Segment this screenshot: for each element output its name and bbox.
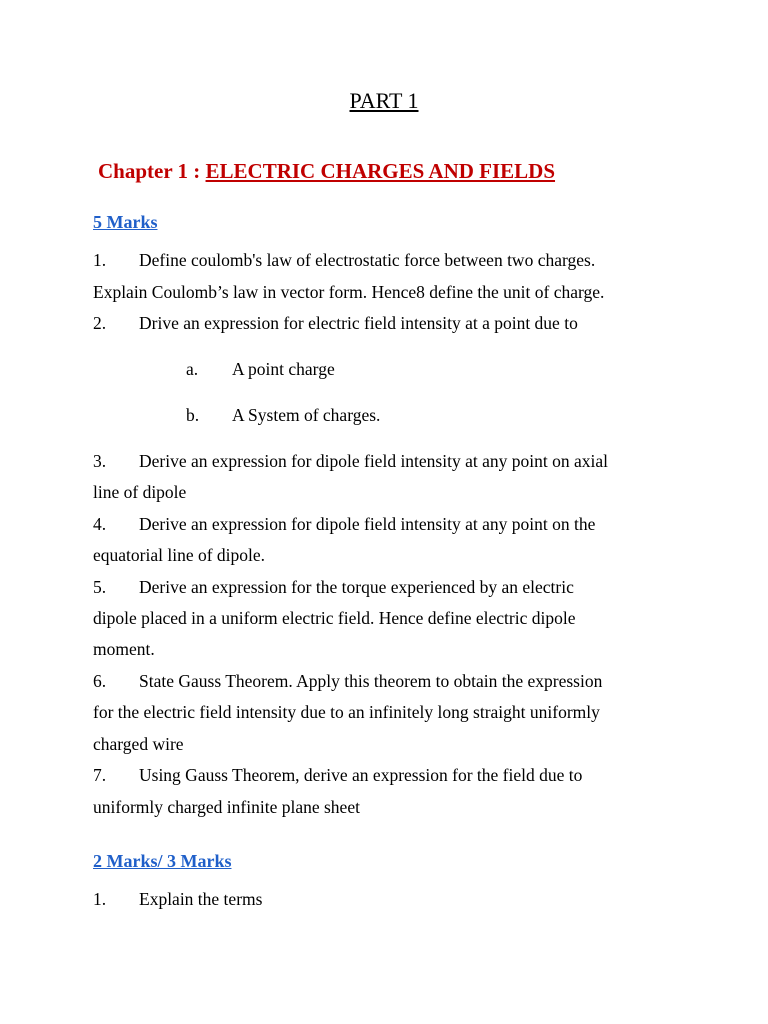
question-text-cont: moment.: [93, 639, 155, 659]
question-text-cont: dipole placed in a uniform electric field. Hence define electric dipole: [93, 608, 576, 628]
section-heading-5-marks: 5 Marks: [93, 212, 158, 232]
question-text-cont: equatorial line of dipole.: [93, 545, 266, 565]
question-text: State Gauss Theorem. Apply this theorem to obtain the expression: [139, 671, 603, 691]
question-text-cont: for the electric field intensity due to an infinitely long straight uniformly: [93, 702, 600, 722]
question-text-cont: uniformly charged infinite plane sheet: [93, 797, 360, 817]
question-number: 4.: [93, 514, 107, 534]
question-number: 5.: [93, 577, 107, 597]
chapter-topic: ELECTRIC CHARGES AND FIELDS: [205, 159, 556, 183]
chapter-prefix: Chapter 1 :: [98, 159, 206, 183]
section-heading-2-3-marks: 2 Marks/ 3 Marks: [93, 851, 232, 871]
question-number: 1.: [93, 250, 107, 270]
question-text: Derive an expression for the torque experienced by an electric: [139, 577, 574, 597]
question-text: Drive an expression for electric field intensity at a point due to: [139, 313, 578, 333]
question-text: Using Gauss Theorem, derive an expression for the field due to: [139, 765, 583, 785]
part-title: PART 1: [349, 88, 419, 113]
question-text: Derive an expression for dipole field intensity at any point on the: [139, 514, 596, 534]
question-number: 2.: [93, 313, 107, 333]
sub-item-text: A point charge: [232, 359, 335, 379]
question-number: 1.: [93, 889, 107, 909]
question-text-cont: charged wire: [93, 734, 184, 754]
chapter-heading: [98, 159, 555, 184]
question-text: Derive an expression for dipole field intensity at any point on axial: [139, 451, 608, 471]
question-text: Define coulomb's law of electrostatic force between two charges.: [139, 250, 596, 270]
question-text-cont: line of dipole: [93, 482, 187, 502]
sub-item-number: a.: [186, 359, 199, 379]
question-text-cont: Explain Coulomb’s law in vector form. Hence8 define the unit of charge.: [93, 282, 605, 302]
sub-item-text: A System of charges.: [232, 405, 381, 425]
question-number: 7.: [93, 765, 107, 785]
question-text: Explain the terms: [139, 889, 263, 909]
question-number: 3.: [93, 451, 107, 471]
question-number: 6.: [93, 671, 107, 691]
sub-item-number: b.: [186, 405, 200, 425]
